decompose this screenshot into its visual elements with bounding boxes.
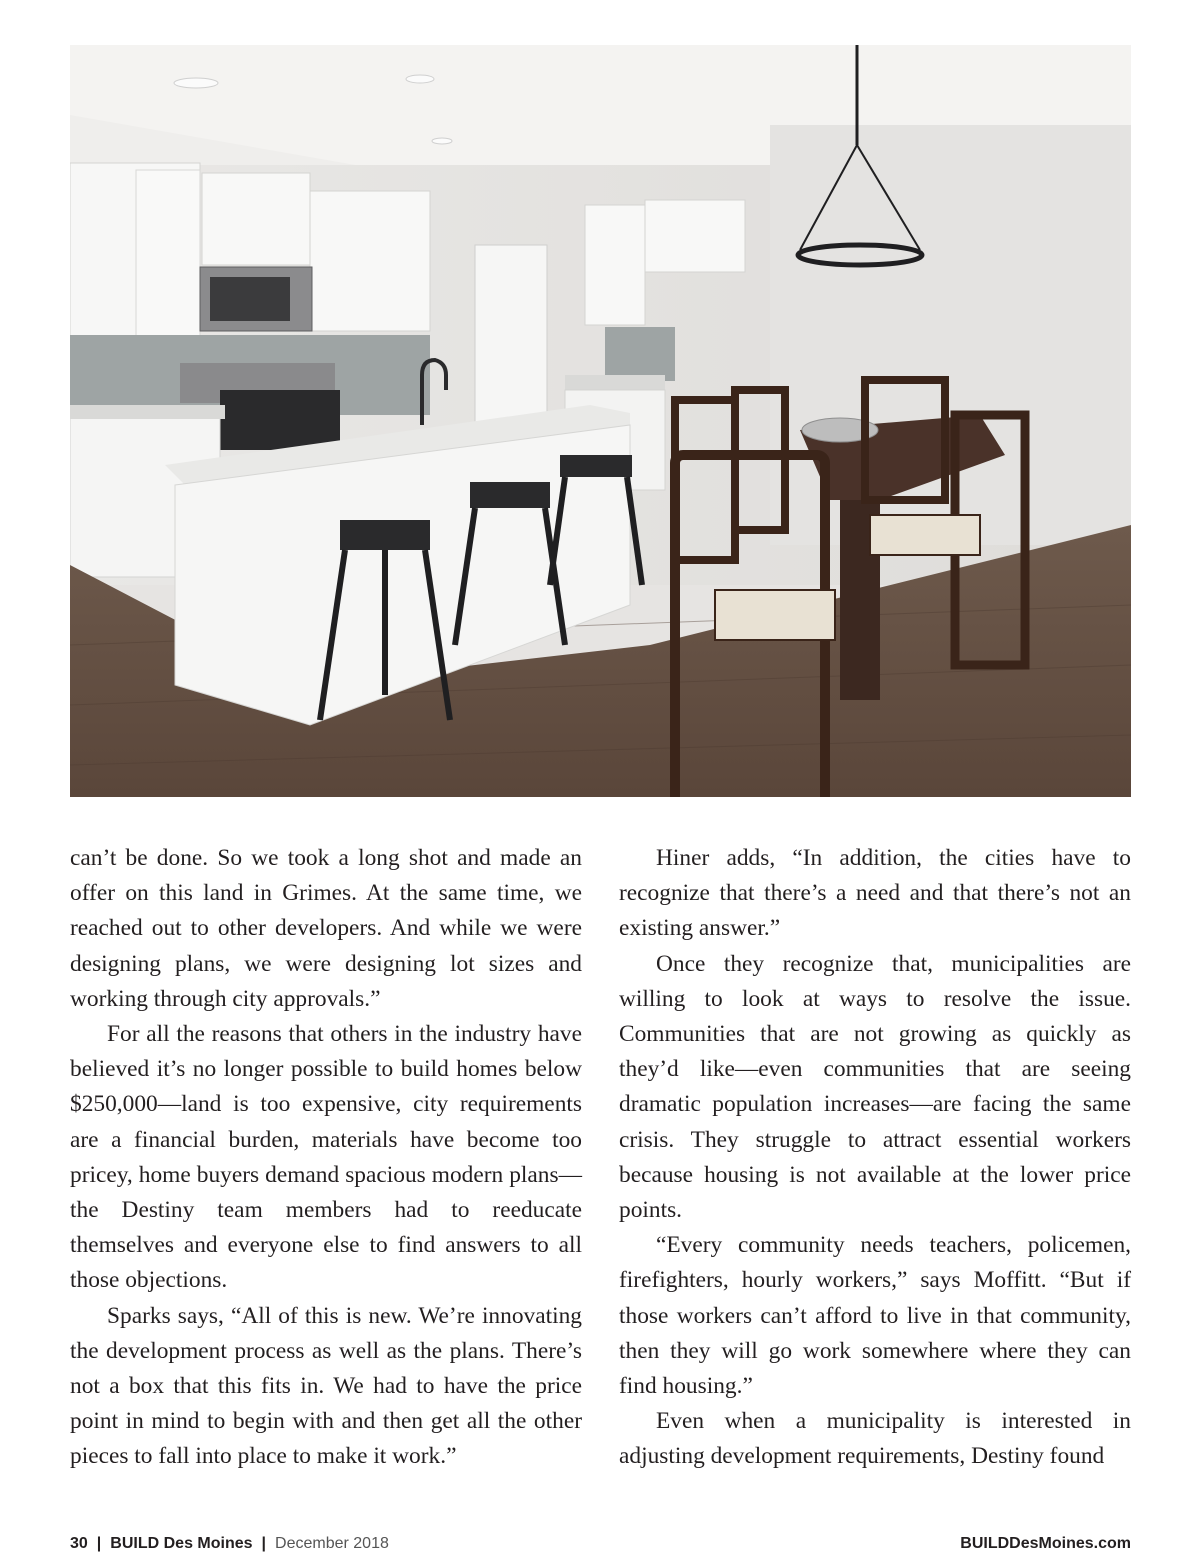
website-url: BUILDDesMoines.com: [960, 1535, 1131, 1552]
left-paragraph-1: can’t be done. So we took a long shot and made an offer on this land in Grimes. At the same time, we reached out to other developers. And while we were designing plans, we were designing lot sizes and working through city approvals.”: [70, 845, 582, 1012]
footer-left: [70, 1535, 389, 1553]
page-number: 30: [70, 1535, 88, 1552]
magazine-name: BUILD Des Moines: [110, 1535, 253, 1552]
left-paragraph-3: Sparks says, “All of this is new. We’re innovating the development process as well as the plans. There’s not a box that this fits in. We had to have the price point in mind to begin with and then get all the other pieces to fall into place to make it work.”: [70, 1302, 582, 1470]
footer-separator-2: |: [261, 1535, 267, 1552]
right-paragraph-2: Once they recognize that, municipalities are willing to look at ways to resolve the issue. Communities that are not growing as quickly as they’d like—even communities that are seeing dramatic population increases—are facing the same crisis. They struggle to attract essential workers because housing is not available at the lower price points.: [619, 950, 1131, 1224]
right-paragraph-1: Hiner adds, “In addition, the cities have to recognize that there’s a need and that there’s not an existing answer.”: [619, 845, 1131, 942]
kitchen-dining-photo: [70, 45, 1131, 797]
kitchen-illustration: [70, 45, 1131, 797]
page-footer: [70, 1535, 1131, 1561]
right-text-column: [619, 841, 1131, 1475]
left-text-column: [70, 841, 582, 1475]
left-paragraph-2: For all the reasons that others in the industry have believed it’s no longer possible to build homes below $250,000—land is too expensive, city requirements are a financial burden, materials have become too pricey, home buyers demand spacious modern plans—the Destiny team members had to reeducate themselves and everyone else to find answers to all those objections.: [70, 1021, 582, 1294]
issue-date: December 2018: [275, 1535, 389, 1552]
right-paragraph-3: “Every community needs teachers, policemen, firefighters, hourly workers,” says Moffitt. “But if those workers can’t afford to live in that community, then they will go work somewhere where they can find housing.”: [619, 1232, 1131, 1400]
right-paragraph-4: Even when a municipality is interested in adjusting development requirements, Destiny found: [619, 1408, 1131, 1470]
footer-separator-1: |: [96, 1535, 102, 1552]
